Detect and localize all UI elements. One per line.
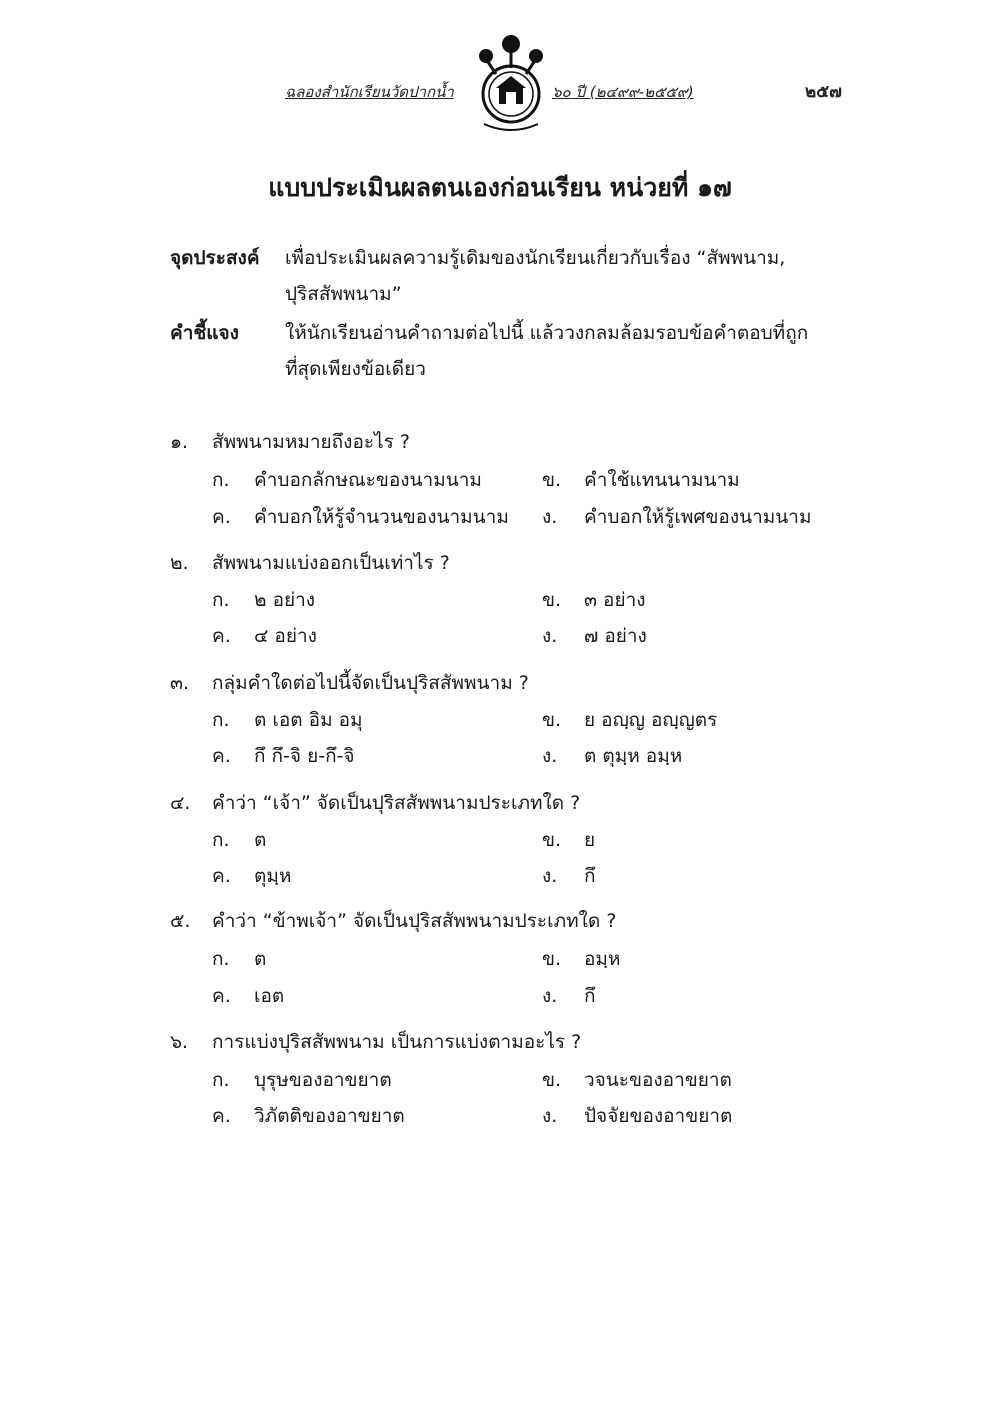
objective-label: จุดประสงค์	[170, 247, 260, 269]
objective-text	[285, 240, 865, 312]
option-letter: ค.	[212, 865, 231, 887]
option-text: กึ	[584, 865, 596, 887]
option-1d[interactable]	[542, 502, 811, 532]
option-2d[interactable]	[542, 621, 647, 651]
question-number: ๔.	[170, 792, 191, 814]
option-2b[interactable]	[542, 585, 646, 615]
option-letter: ก.	[212, 589, 230, 611]
option-3d[interactable]	[542, 741, 682, 771]
option-letter: ค.	[212, 745, 231, 767]
option-letter: ก.	[212, 829, 230, 851]
option-text: ย	[584, 829, 596, 851]
option-letter: ก.	[212, 709, 230, 731]
option-3b[interactable]	[542, 705, 717, 735]
option-letter: ข.	[542, 829, 562, 851]
question-number: ๓.	[170, 672, 190, 694]
option-letter: ก.	[212, 1069, 230, 1091]
option-text: ต ตุมฺห อมฺห	[584, 745, 683, 767]
question-stem: คำว่า “ข้าพเจ้า” จัดเป็นปุริสสัพพนามประเภทใด ?	[212, 910, 617, 932]
option-text: ๓ อย่าง	[584, 589, 646, 611]
option-text: วิภัตติของอาขยาต	[254, 1105, 405, 1127]
option-text: คำบอกให้รู้จำนวนของนามนาม	[254, 506, 509, 528]
option-letter: ข.	[542, 589, 562, 611]
option-text: อมฺห	[584, 948, 621, 970]
option-letter: ข.	[542, 948, 562, 970]
option-letter: ข.	[542, 709, 562, 731]
instruction-line-1: ให้นักเรียนอ่านคำถามต่อไปนี้ แล้ววงกลมล้อมรอบข้อคำตอบที่ถูก	[285, 322, 809, 344]
option-text: ๒ อย่าง	[254, 589, 316, 611]
option-text: ปัจจัยของอาขยาต	[584, 1105, 733, 1127]
objective-line-2: ปุริสสัพพนาม”	[285, 283, 402, 305]
option-text: กึ	[584, 985, 596, 1007]
option-1c[interactable]	[212, 502, 509, 532]
option-text: ๗ อย่าง	[584, 625, 647, 647]
page-title: แบบประเมินผลตนเองก่อนเรียน หน่วยที่ ๑๗	[268, 173, 732, 202]
question-number: ๕.	[170, 910, 191, 932]
option-6c[interactable]	[212, 1101, 405, 1131]
option-text: คำบอกให้รู้เพศของนามนาม	[584, 506, 812, 528]
option-letter: ง.	[542, 625, 558, 647]
option-3a[interactable]	[212, 705, 363, 735]
option-text: ย อญฺญ อญฺญตร	[584, 709, 718, 731]
option-1b[interactable]	[542, 465, 740, 495]
option-text: คำบอกลักษณะของนามนาม	[254, 469, 482, 491]
option-4b[interactable]	[542, 825, 595, 855]
option-letter: ก.	[212, 948, 230, 970]
question-stem: สัพพนามหมายถึงอะไร ?	[212, 431, 410, 453]
option-letter: ก.	[212, 469, 230, 491]
option-4c[interactable]	[212, 861, 291, 891]
option-letter: ง.	[542, 745, 558, 767]
option-letter: ง.	[542, 506, 558, 528]
question-number: ๖.	[170, 1031, 189, 1053]
header-anniversary: ๖๐ ปี (๒๔๙๙-๒๕๕๙)	[552, 83, 694, 101]
option-1a[interactable]	[212, 465, 482, 495]
option-letter: ข.	[542, 1069, 562, 1091]
page-number: ๒๕๗	[805, 82, 842, 102]
objective-line-1: เพื่อประเมินผลความรู้เดิมของนักเรียนเกี่ยวกับเรื่อง “สัพพนาม,	[285, 247, 786, 269]
option-letter: ค.	[212, 1105, 231, 1127]
option-5d[interactable]	[542, 981, 596, 1011]
question-stem: กลุ่มคำใดต่อไปนี้จัดเป็นปุริสสัพพนาม ?	[212, 672, 529, 694]
instruction-line-2: ที่สุดเพียงข้อเดียว	[285, 358, 426, 380]
option-letter: ค.	[212, 985, 231, 1007]
option-text: ตุมฺห	[254, 865, 292, 887]
option-5a[interactable]	[212, 944, 266, 974]
option-letter: ง.	[542, 1105, 558, 1127]
option-6a[interactable]	[212, 1065, 392, 1095]
option-5c[interactable]	[212, 981, 284, 1011]
question-stem: การแบ่งปุริสสัพพนาม เป็นการแบ่งตามอะไร ?	[212, 1031, 582, 1053]
instruction-label: คำชี้แจง	[170, 322, 239, 344]
option-5b[interactable]	[542, 944, 620, 974]
option-4d[interactable]	[542, 861, 596, 891]
objective-block	[170, 240, 870, 312]
option-text: ต	[254, 948, 267, 970]
instruction-block	[170, 315, 870, 387]
option-letter: ข.	[542, 469, 562, 491]
option-3c[interactable]	[212, 741, 355, 771]
option-2a[interactable]	[212, 585, 315, 615]
option-text: ต	[254, 829, 267, 851]
option-text: คำใช้แทนนามนาม	[584, 469, 740, 491]
option-letter: ง.	[542, 985, 558, 1007]
header-school-name: ฉลองสำนักเรียนวัดปากน้ำ	[285, 83, 454, 101]
option-letter: ค.	[212, 506, 231, 528]
option-text: กึ กึ-จิ ย-กึ-จิ	[254, 745, 355, 767]
page-header	[0, 30, 1000, 140]
question-stem: คำว่า “เจ้า” จัดเป็นปุริสสัพพนามประเภทใด ?	[212, 792, 581, 814]
option-text: บุรุษของอาขยาต	[254, 1069, 392, 1091]
school-emblem-icon	[466, 32, 556, 136]
option-6d[interactable]	[542, 1101, 732, 1131]
option-text: วจนะของอาขยาต	[584, 1069, 732, 1091]
question-number: ๑.	[170, 431, 189, 453]
option-6b[interactable]	[542, 1065, 732, 1095]
instruction-text	[285, 315, 865, 387]
question-number: ๒.	[170, 552, 189, 574]
option-text: ต เอต อิม อมุ	[254, 709, 363, 731]
option-2c[interactable]	[212, 621, 317, 651]
option-4a[interactable]	[212, 825, 266, 855]
question-stem: สัพพนามแบ่งออกเป็นเท่าไร ?	[212, 552, 450, 574]
option-text: เอต	[254, 985, 285, 1007]
option-letter: ง.	[542, 865, 558, 887]
option-text: ๔ อย่าง	[254, 625, 317, 647]
option-letter: ค.	[212, 625, 231, 647]
